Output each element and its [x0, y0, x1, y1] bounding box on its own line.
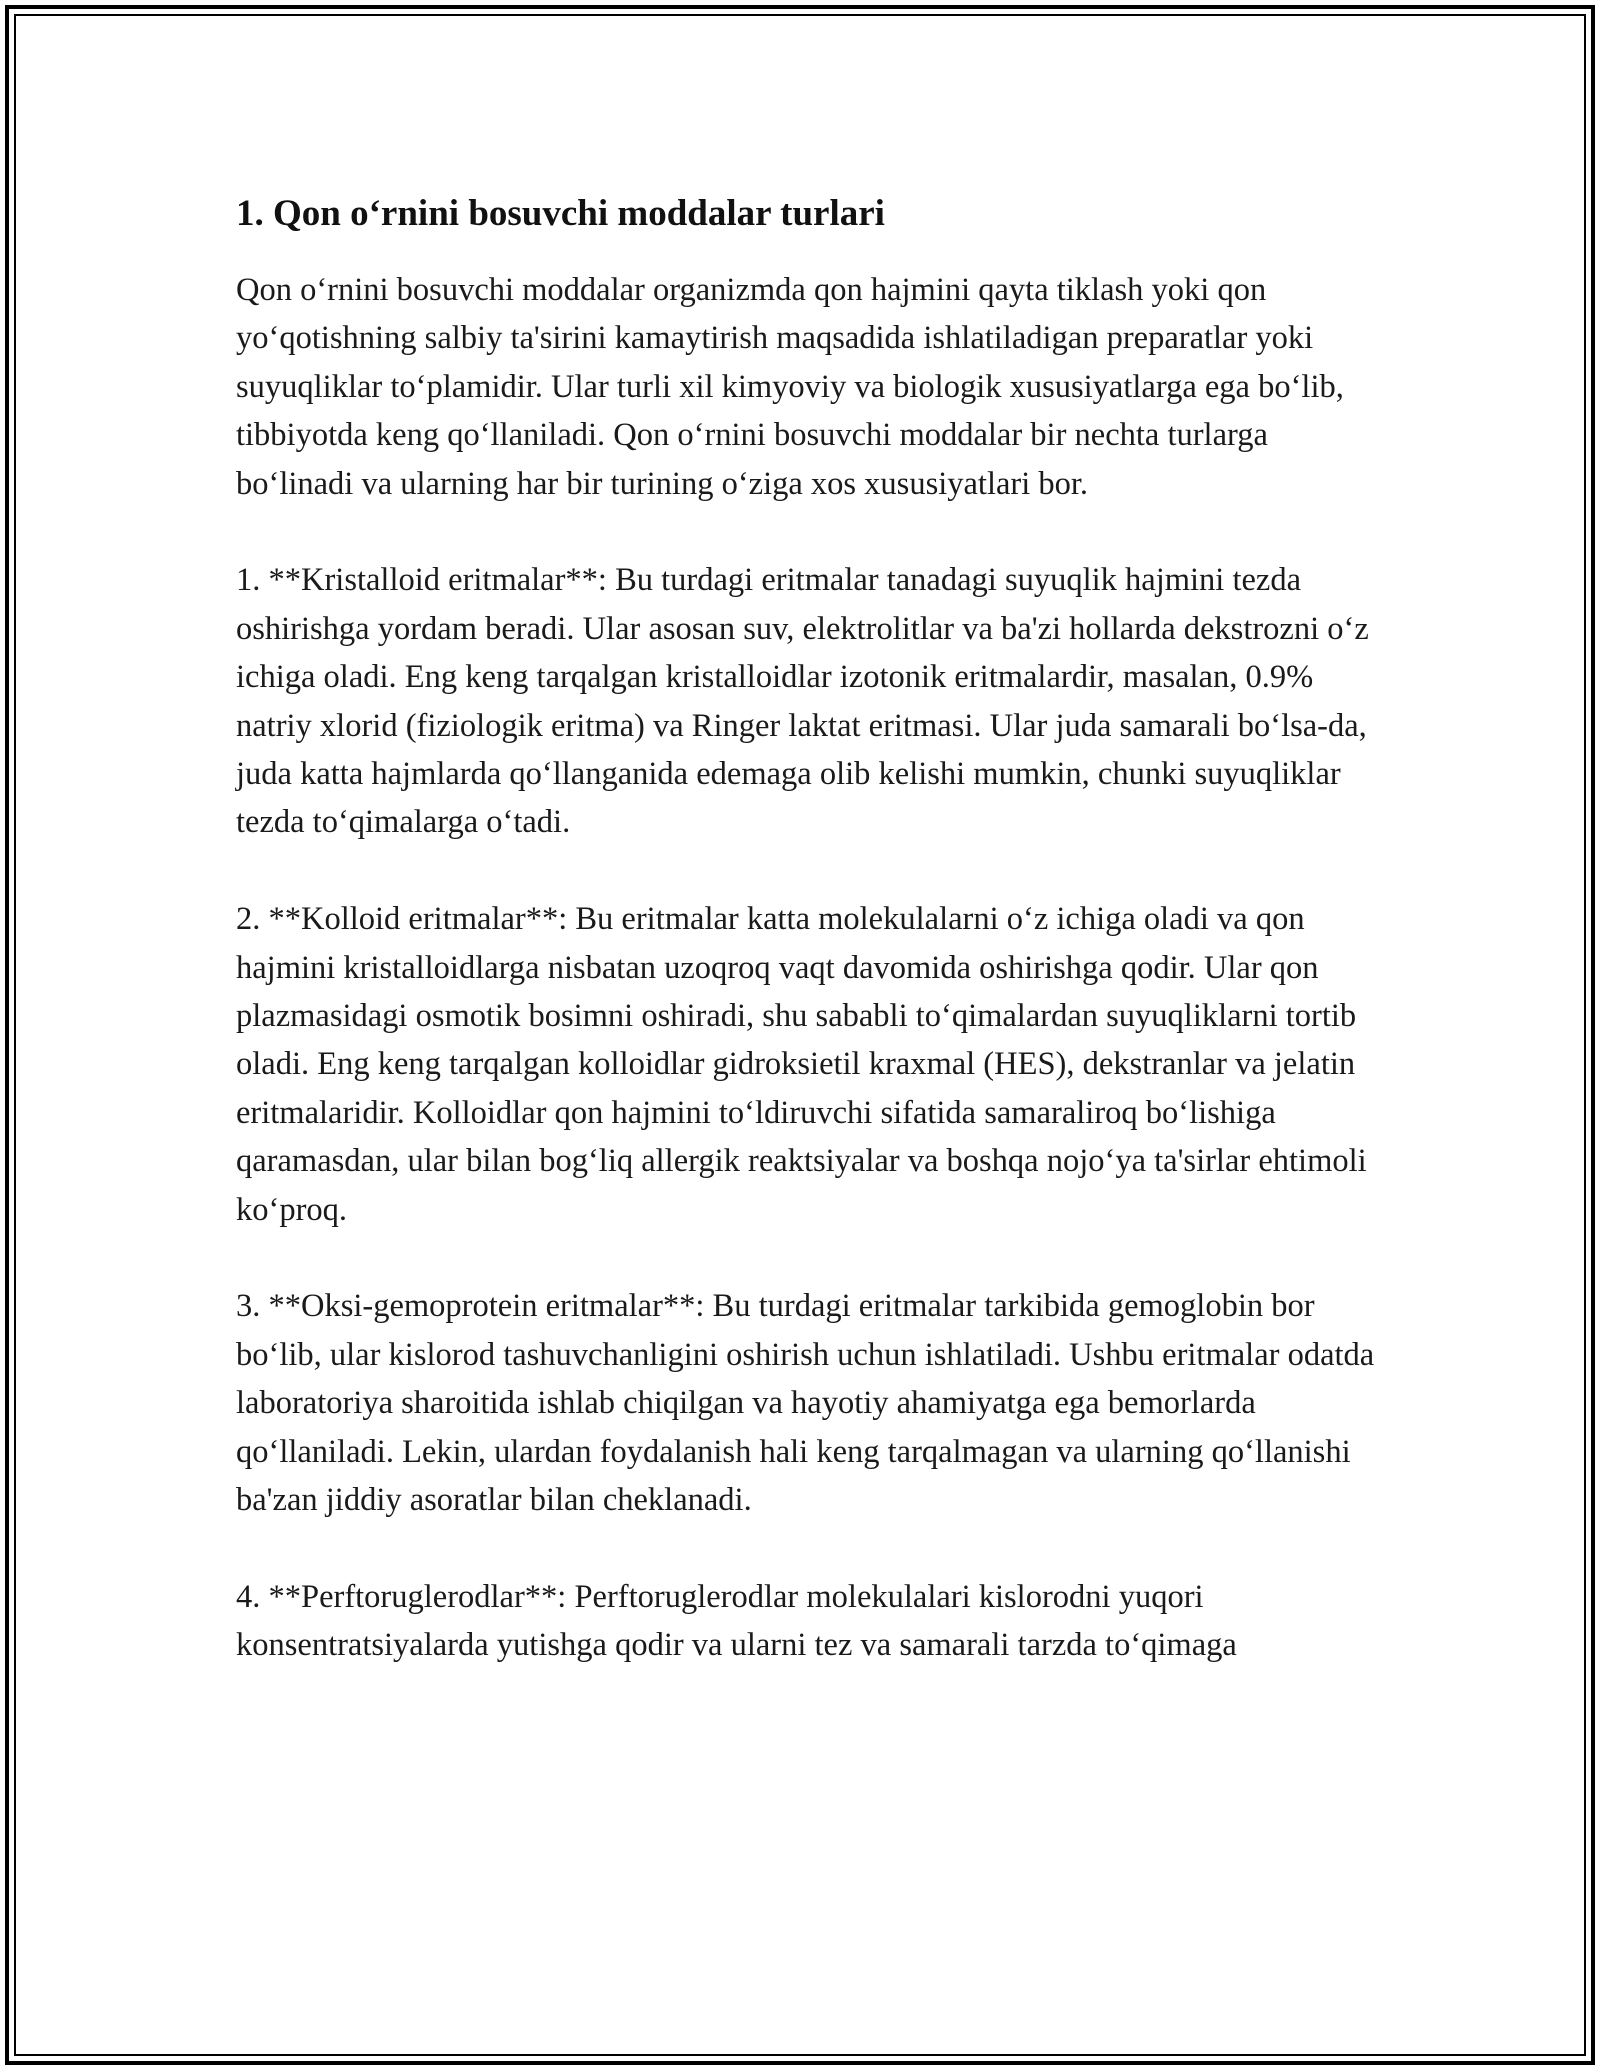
paragraph-kolloid: 2. **Kolloid eritmalar**: Bu eritmalar katta molekulalarni o‘z ichiga oladi va qon hajmini kristalloidlarga nisbatan uzoqroq vaqt davomida oshirishga qodir. Ular qon plazmasidagi osmotik bosimni oshiradi, shu sababli to‘qimalardan suyuqliklarni tortib oladi. Eng keng tarqalgan kolloidlar gidroksietil kraxmal (HES), dekstranlar va jelatin eritmalaridir. Kolloidlar qon hajmini to‘ldiruvchi sifatida samaraliroq bo‘lishiga qaramasdan, ular bilan bog‘liq allergik reaktsiyalar va boshqa nojo‘ya ta'sirlar ehtimoli ko‘proq.	[236, 901, 1367, 1228]
intro-paragraph: Qon o‘rnini bosuvchi moddalar organizmda qon hajmini qayta tiklash yoki qon yo‘qotishning salbiy ta'sirini kamaytirish maqsadida ishlatiladigan preparatlar yoki suyuqliklar to‘plamidir. Ular turli xil kimyoviy va biologik xususiyatlarga ega bo‘lib, tibbiyotda keng qo‘llaniladi. Qon o‘rnini bosuvchi moddalar bir nechta turlarga bo‘linadi va ularning har bir turining o‘ziga xos xususiyatlari bor.	[236, 272, 1344, 502]
paragraph-perftoruglerodlar: 4. **Perftoruglerodlar**: Perftoruglerodlar molekulalari kislorodni yuqori konsentratsiyalarda yutishga qodir va ularni tez va samarali tarzda to‘qimaga	[236, 1578, 1237, 1664]
paragraph-oksi-gemoprotein: 3. **Oksi-gemoprotein eritmalar**: Bu turdagi eritmalar tarkibida gemoglobin bor bo‘lib, ular kislorod tashuvchanligini oshirish uchun ishlatiladi. Ushbu eritmalar odatda laboratoriya sharoitida ishlab chiqilgan va hayotiy ahamiyatga ega bemorlarda qo‘llaniladi. Lekin, ulardan foydalanish hali keng tarqalmagan va ularning qo‘llanishi ba'zan jiddiy asoratlar bilan cheklanadi.	[236, 1288, 1375, 1519]
paragraph-kristalloid: 1. **Kristalloid eritmalar**: Bu turdagi eritmalar tanadagi suyuqlik hajmini tezda oshirishga yordam beradi. Ular asosan suv, elektrolitlar va ba'zi hollarda dekstrozni o‘z ichiga oladi. Eng keng tarqalgan kristalloidlar izotonik eritmalardir, masalan, 0.9% natriy xlorid (fiziologik eritma) va Ringer laktat eritmasi. Ular juda samarali bo‘lsa-da, juda katta hajmlarda qo‘llanganida edemaga olib kelishi mumkin, chunki suyuqliklar tezda to‘qimalarga o‘tadi.	[236, 562, 1369, 841]
document-title: 1. Qon o‘rnini bosuvchi moddalar turlari	[236, 193, 885, 234]
document-body	[236, 188, 1376, 1670]
